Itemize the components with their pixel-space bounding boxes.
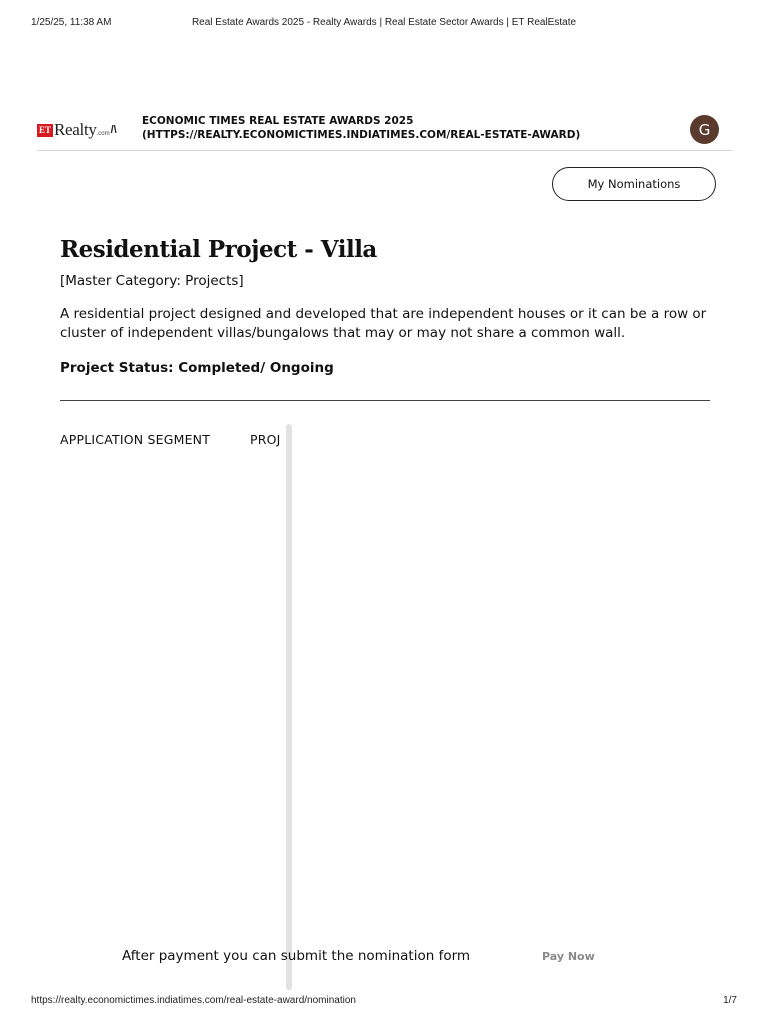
payment-row [122,948,642,968]
top-navbar [37,110,732,151]
category-title: Residential Project - Villa [60,236,377,263]
logo-et: ET [39,124,52,135]
category-description: A residential project designed and developed that are independent houses or it can be a row or cluster of independent villas/bungalows that may or may not share a common wall. [60,306,707,341]
print-datetime: 1/25/25, 11:38 AM [31,17,112,28]
logo-mark-icon: /\ [110,124,117,136]
section-divider [60,400,710,401]
print-page-number: 1/7 [723,995,737,1006]
tab-project[interactable]: PROJ [250,432,281,447]
site-title-link[interactable] [142,114,580,142]
print-url: https://realty.economictimes.indiatimes.com/real-estate-award/nomination [31,995,356,1006]
user-avatar[interactable]: G [690,115,719,144]
tab-application-segment[interactable]: APPLICATION SEGMENT [60,432,211,447]
etrealty-logo[interactable] [37,119,117,141]
master-category: [Master Category: Projects] [60,273,244,289]
project-status: Project Status: Completed/ Ongoing [60,360,334,376]
print-page-title: Real Estate Awards 2025 - Realty Awards | Real Estate Sector Awards | ET RealEstate [191,17,577,28]
vertical-scrollbar[interactable] [286,424,292,990]
my-nominations-button[interactable]: My Nominations [552,167,716,201]
logo-com: .com [96,131,110,137]
logo-realty: Realty [54,120,97,139]
pay-now-button[interactable]: Pay Now [542,950,595,963]
site-title-line1: ECONOMIC TIMES REAL ESTATE AWARDS 2025 [142,115,414,127]
site-title-line2: (HTTPS://REALTY.ECONOMICTIMES.INDIATIMES.COM/REAL-ESTATE-AWARD) [142,129,581,141]
payment-message: After payment you can submit the nomination form [122,948,471,964]
